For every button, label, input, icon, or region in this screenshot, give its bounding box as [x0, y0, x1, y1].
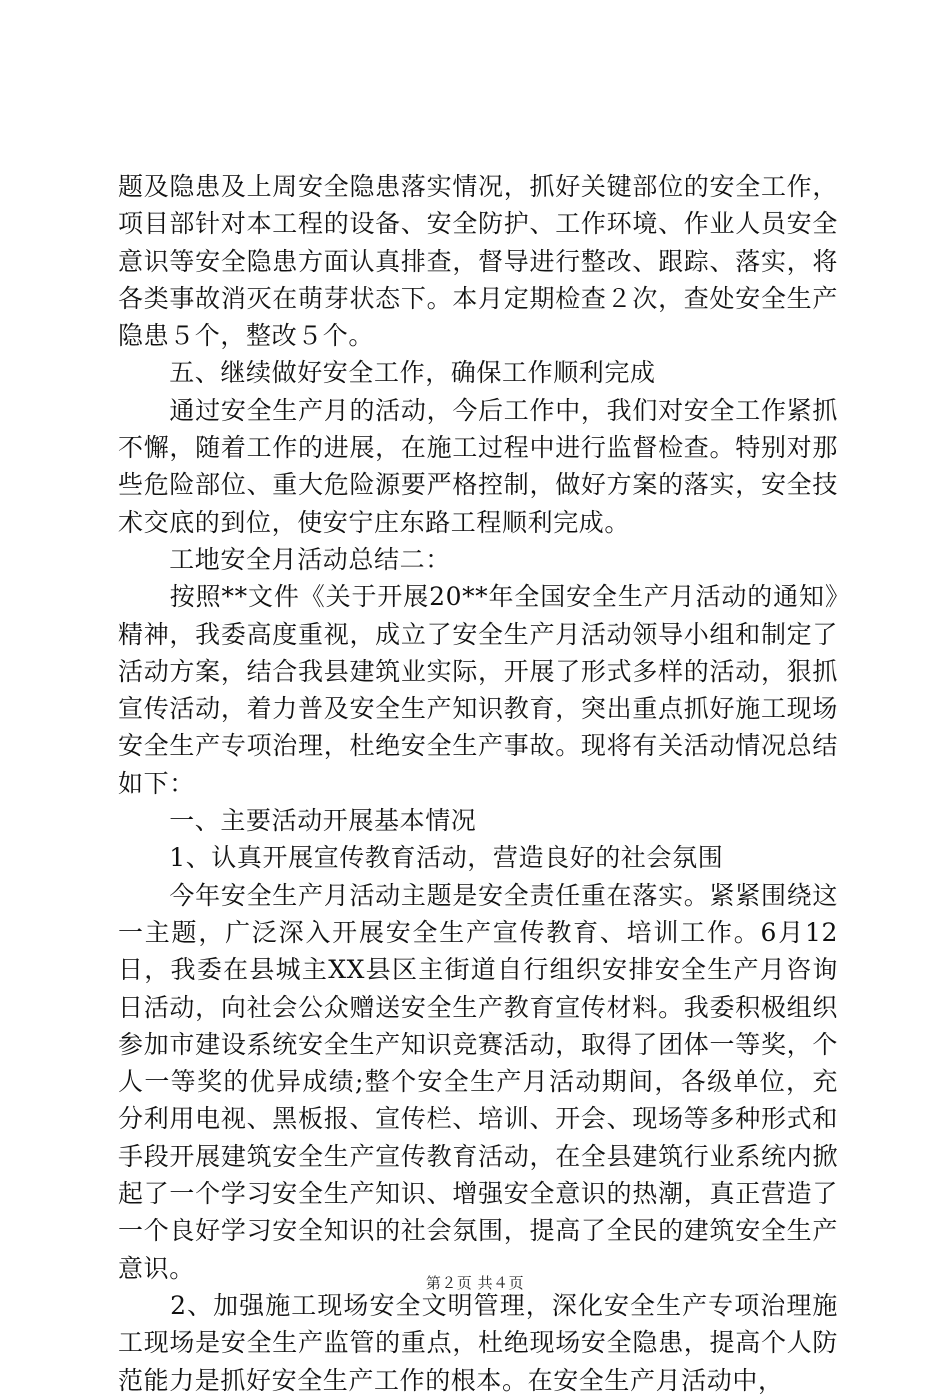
heading-summary-two: 工地安全月活动总结二：	[118, 544, 451, 574]
paragraph-hazard-inspection: 题及隐患及上周安全隐患落实情况，抓好关键部位的安全工作，项目部针对本工程的设备、安全防护、工作环境、作业人员安全意识等安全隐患方面认真排查，督导进行整改、跟踪、落实，将各类事故消灭在萌芽状态下。本月定期检查２次，查处安全生产隐患５个，整改５个。	[118, 172, 838, 351]
paragraph-publicity-details: 今年安全生产月活动主题是安全责任重在落实。紧紧围绕这一主题，广泛深入开展安全生产宣传教育、培训工作。6月12日，我委在县城主XX县区主街道自行组织安排安全生产月咨询日活动，向社会公众赠送安全生产教育宣传材料。我委积极组织参加市建设系统安全生产知识竞赛活动，取得了团体一等奖，个人一等奖的优异成绩;整个安全生产月活动期间，各级单位，充分利用电视、黑板报、宣传栏、培训、开会、现场等多种形式和手段开展建筑安全生产宣传教育活动，在全县建筑行业系统内掀起了一个学习安全生产知识、增强安全意识的热潮，真正营造了一个良好学习安全知识的社会氛围，提高了全民的建筑安全生产意识。	[118, 880, 838, 1283]
paragraph-site-management: 2、加强施工现场安全文明管理，深化安全生产专项治理施工现场是安全生产监管的重点，杜绝现场安全隐患，提高个人防范能力是抓好安全生产工作的根本。在安全生产月活动中，	[118, 1290, 838, 1395]
heading-main-activities: 一、主要活动开展基本情况	[118, 806, 477, 836]
heading-publicity-education: 1、认真开展宣传教育活动，营造良好的社会氛围	[118, 843, 724, 873]
page-number-footer: 第２页 共４页	[425, 1274, 525, 1292]
document-body	[118, 168, 838, 1399]
paragraph-safety-month-outcome: 通过安全生产月的活动，今后工作中，我们对安全工作紧抓不懈，随着工作的进展，在施工过程中进行监督检查。特别对那些危险部位、重大危险源要严格控制，做好方案的落实，安全技术交底的到位，使安宁庄东路工程顺利完成。	[118, 395, 838, 537]
paragraph-summary-intro: 按照**文件《关于开展20**年全国安全生产月活动的通知》精神，我委高度重视，成立了安全生产月活动领导小组和制定了活动方案，结合我县建筑业实际，开展了形式多样的活动，狠抓宣传活动，着力普及安全生产知识教育，突出重点抓好施工现场安全生产专项治理，杜绝安全生产事故。现将有关活动情况总结如下：	[118, 582, 838, 798]
heading-continue-safety-work: 五、继续做好安全工作，确保工作顺利完成	[118, 358, 656, 388]
